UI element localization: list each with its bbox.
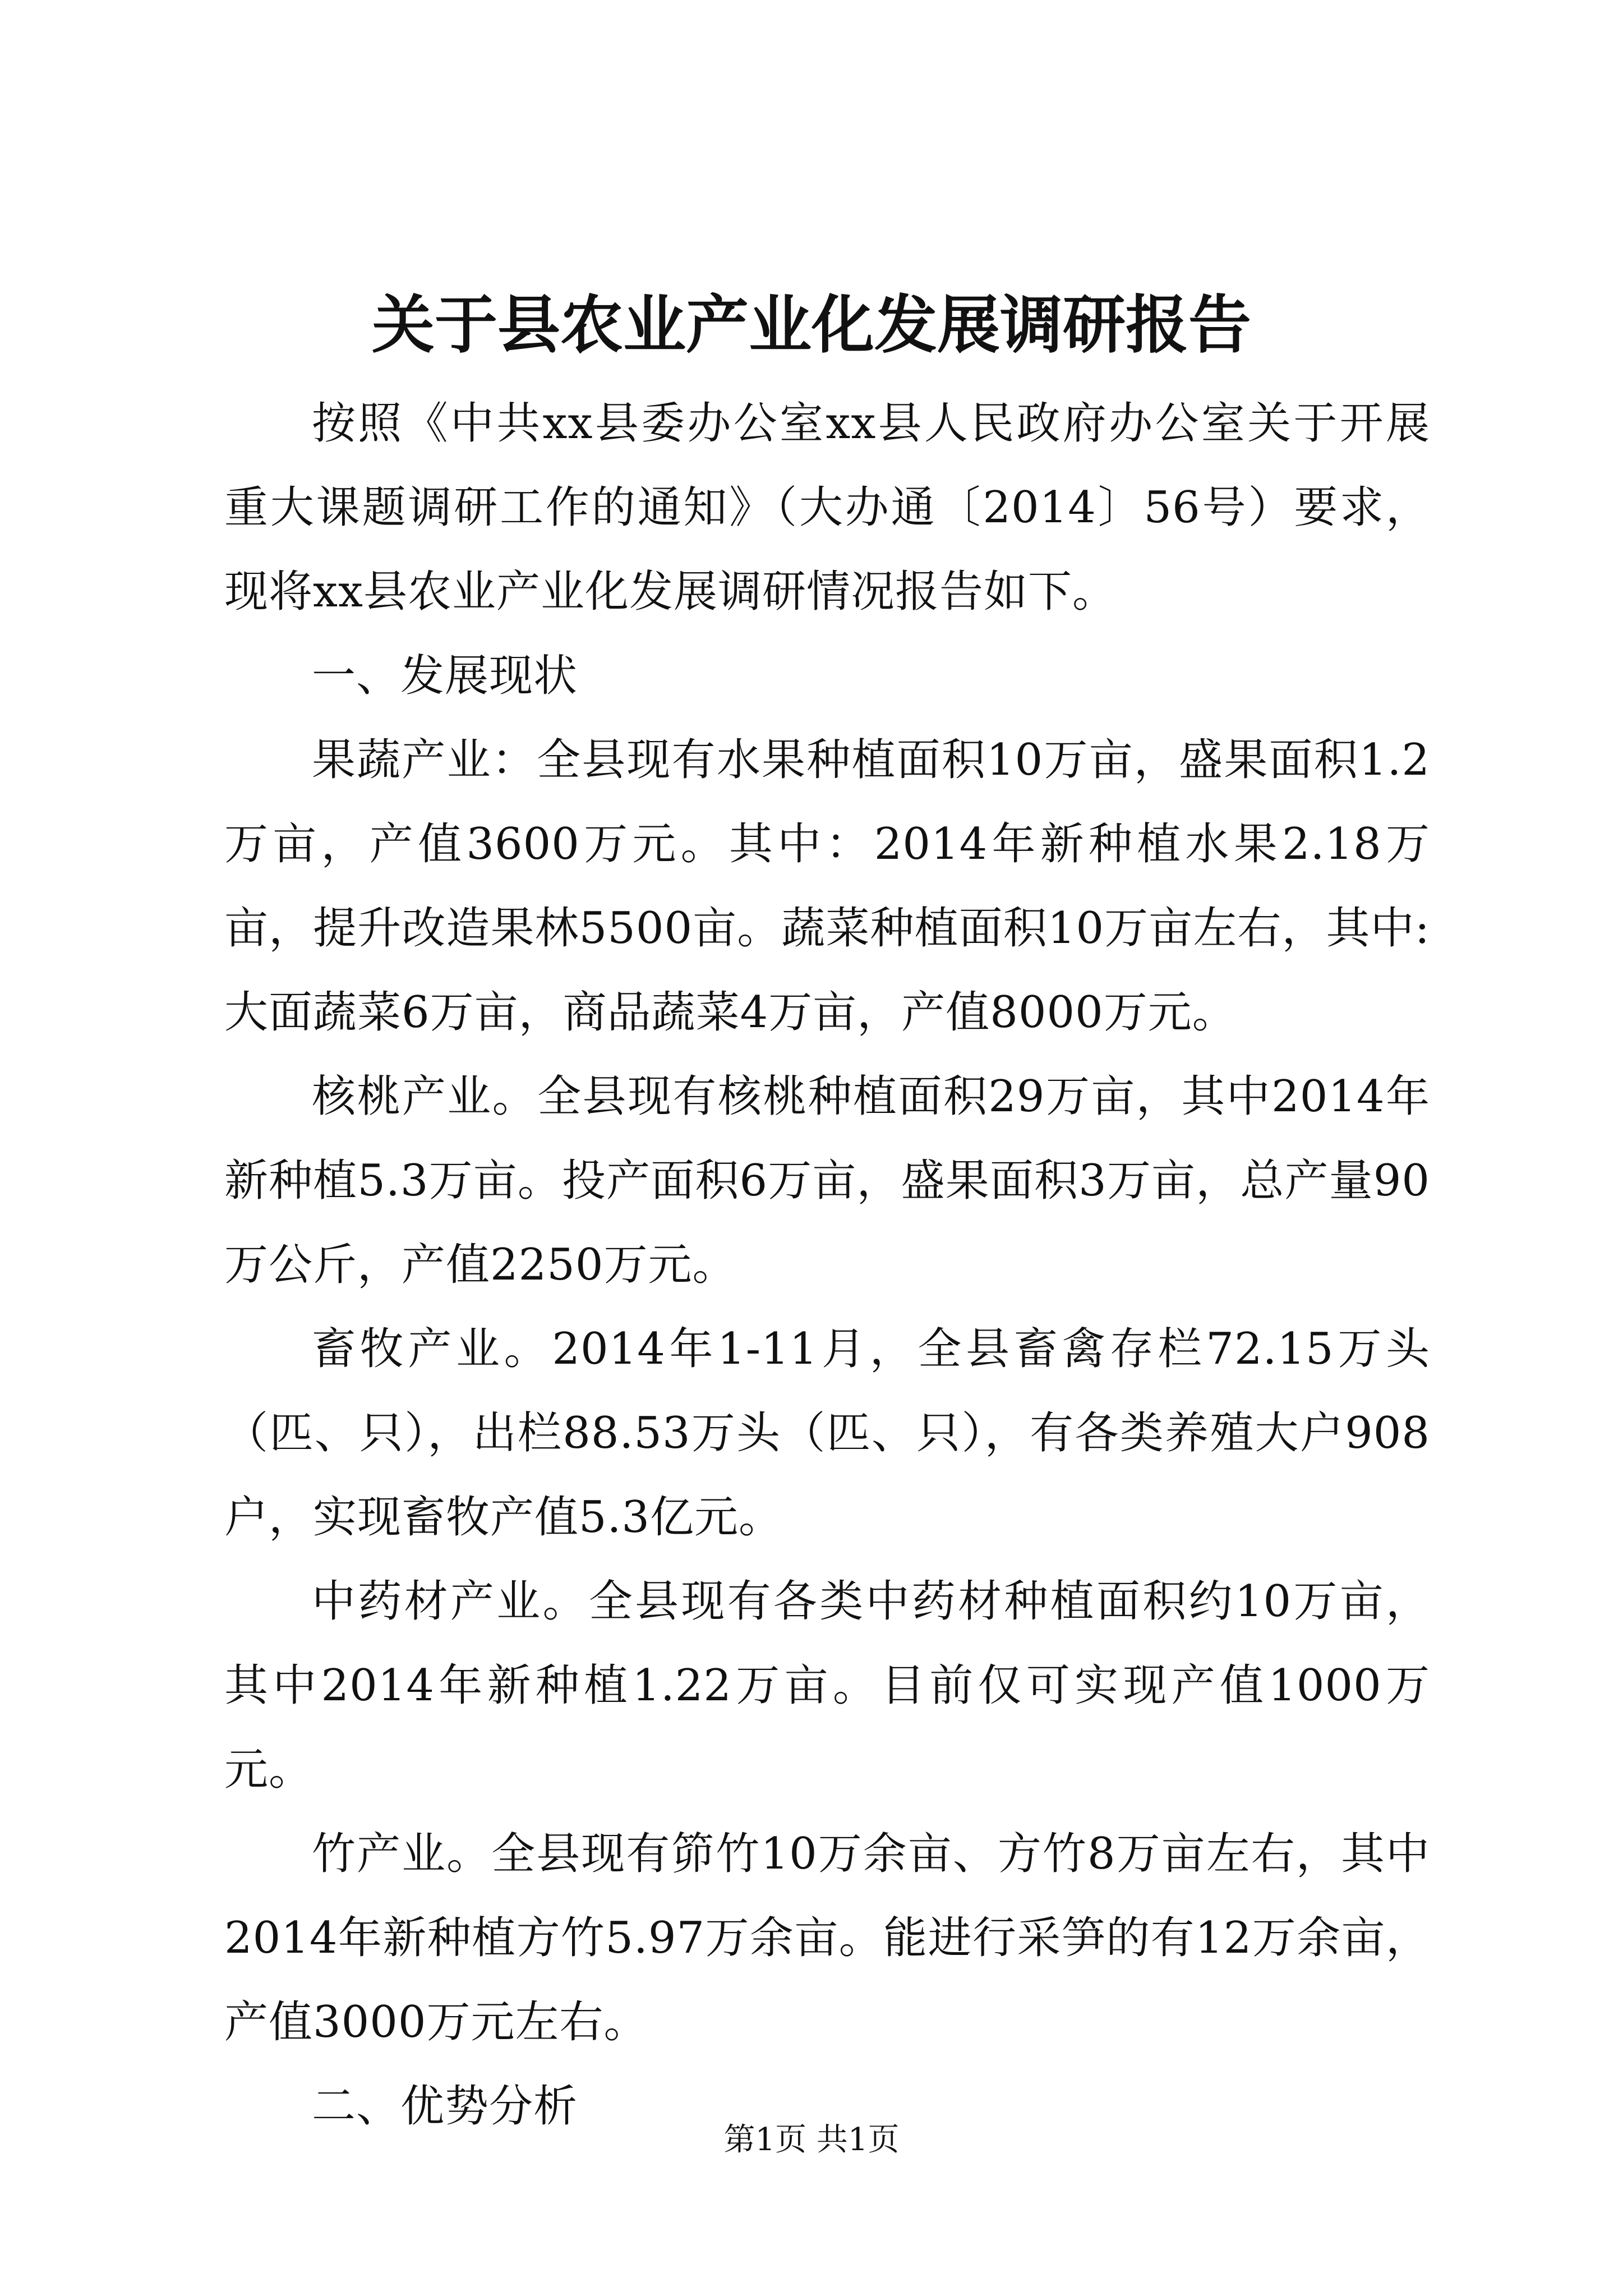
section-heading-current-status: 一、发展现状 [312, 651, 578, 701]
page-number-footer: 第1页 共1页 [723, 2122, 900, 2158]
walnut-paragraph: 核桃产业。全县现有核桃种植面积29万亩，其中2014年新种植5.3万亩。投产面积6万亩，盛果面积3万亩，总产量90万公斤，产值2250万元。 [224, 1071, 1430, 1290]
document-title: 关于县农业产业化发展调研报告 [372, 288, 1251, 362]
document-body [224, 381, 1430, 2148]
fruit-vegetable-paragraph: 果蔬产业：全县现有水果种植面积10万亩，盛果面积1.2万亩，产值3600万元。其中：2014年新种植水果2.18万亩，提升改造果林5500亩。蔬菜种植面积10万亩左右，其中:大面蔬菜6万亩，商品蔬菜4万亩，产值8000万元。 [224, 735, 1430, 1038]
bamboo-paragraph: 竹产业。全县现有笷竹10万余亩、方竹8万亩左右，其中2014年新种植方竹5.97万余亩。能进行采笋的有12万余亩，产值3000万元左右。 [224, 1829, 1430, 2047]
herbal-medicine-paragraph: 中药材产业。全县现有各类中药材种植面积约10万亩，其中2014年新种植1.22万亩。目前仅可实现产值1000万元。 [224, 1576, 1430, 1795]
section-heading-advantage-analysis: 二、优势分析 [312, 2081, 578, 2132]
intro-paragraph: 按照《中共xx县委办公室xx县人民政府办公室关于开展重大课题调研工作的通知》（大办通〔2014〕56号）要求，现将xx县农业产业化发展调研情况报告如下。 [224, 398, 1430, 617]
livestock-paragraph: 畜牧产业。2014年1-11月，全县畜禽存栏72.15万头（匹、只），出栏88.53万头（匹、只），有各类养殖大户908户，实现畜牧产值5.3亿元。 [224, 1324, 1430, 1543]
